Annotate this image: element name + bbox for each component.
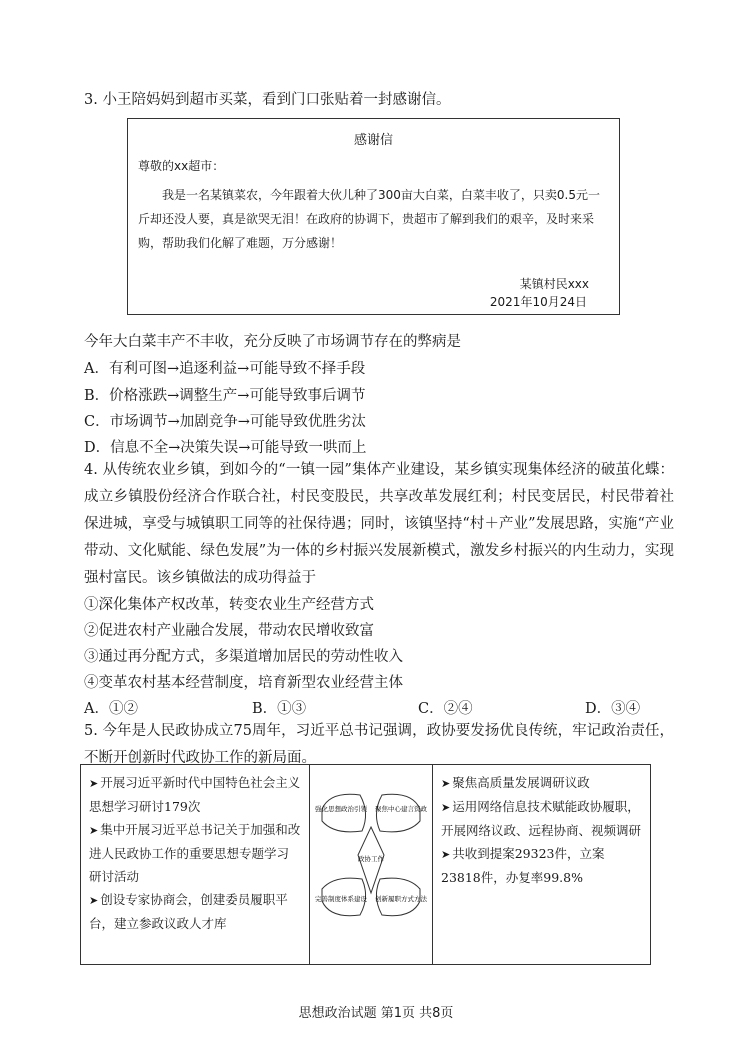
letter-title: 感谢信 bbox=[353, 133, 393, 148]
thank-you-letter bbox=[127, 118, 620, 315]
q4-option-d: D．③④ bbox=[585, 701, 641, 717]
q4-statement-2: ②促进农村产业融合发展，带动农民增收致富 bbox=[84, 623, 374, 639]
petal-label: 完善制度体系建设 bbox=[315, 895, 367, 903]
q5-diagram-cell bbox=[310, 765, 433, 965]
left-item: ➤ 集中开展习近平总书记关于加强和改进人民政协工作的重要思想专题学习研讨活动 bbox=[89, 822, 301, 884]
arrow-icon: ➤ bbox=[89, 894, 99, 907]
q3-question: 今年大白菜丰产不丰收，充分反映了市场调节存在的弊病是 bbox=[84, 334, 461, 350]
page-footer: 思想政治试题 第1页 共8页 bbox=[298, 1006, 454, 1021]
q4-stem: 4. 从传统农业乡镇，到如今的“一镇一园”集体产业建设，某乡镇实现集体经济的破茧化蝶：成立乡镇股份经济合作联合社，村民变股民，共享改革发展红利；村民变居民，村民带着社保进城，享受与城镇职工同等的社保待遇；同时，该镇坚持“村＋产业”发展思路，实施“产业带动、文化赋能、绿色发展”为一体的乡村振兴发展新模式，激发乡村振兴的内生动力，实现强村富民。该乡镇做法的成功得益于 bbox=[84, 462, 674, 586]
q4-option-b: B．①③ bbox=[252, 701, 307, 717]
center-label: 政协工作 bbox=[358, 855, 384, 863]
petal-top-right bbox=[376, 794, 420, 832]
q4-option-c: C．②④ bbox=[418, 701, 473, 717]
petal-label: 聚焦中心建言资政 bbox=[375, 805, 427, 813]
q3-stem: 3. 小王陪妈妈到超市买菜，看到门口张贴着一封感谢信。 bbox=[84, 92, 451, 108]
arrow-icon: ➤ bbox=[441, 848, 451, 861]
q3-option-d: D．信息不全→决策失误→可能导致一哄而上 bbox=[84, 440, 367, 456]
q5-left-cell bbox=[81, 765, 310, 965]
q4-statement-1: ①深化集体产权改革，转变农业生产经营方式 bbox=[84, 597, 374, 613]
q5-stem: 5. 今年是人民政协成立75周年，习近平总书记强调，政协要发扬优良传统，牢记政治责任，不断开创新时代政协工作的新局面。 bbox=[84, 723, 674, 766]
q4-statement-3: ③通过再分配方式，多渠道增加居民的劳动性收入 bbox=[84, 649, 403, 665]
arrow-icon: ➤ bbox=[441, 801, 451, 814]
petal-top-left bbox=[322, 794, 366, 832]
arrow-icon: ➤ bbox=[89, 824, 99, 837]
arrow-icon: ➤ bbox=[441, 777, 451, 790]
q3-option-a: A．有利可图→追逐利益→可能导致不择手段 bbox=[84, 361, 366, 377]
right-item: ➤ 聚焦高质量发展调研议政 bbox=[441, 775, 590, 790]
q3-option-c: C．市场调节→加剧竞争→可能导致优胜劣汰 bbox=[84, 414, 366, 430]
letter-body: 我是一名某镇菜农，今年跟着大伙儿种了300亩大白菜，白菜丰收了，只卖0.5元一斤却还没人要，真是欲哭无泪！在政府的协调下，贵超市了解到我们的艰辛，及时来采购，帮助我们化解了难题，万分感谢！ bbox=[138, 188, 600, 250]
left-item: ➤ 开展习近平新时代中国特色社会主义思想学习研讨179次 bbox=[89, 775, 301, 814]
arrow-icon: ➤ bbox=[89, 777, 99, 790]
q4-option-a: A．①② bbox=[84, 701, 138, 717]
petal-label: 创新履职方式方法 bbox=[375, 895, 427, 903]
q5-right-cell bbox=[433, 765, 651, 965]
right-item: ➤ 共收到提案29323件，立案23818件，办复率99.8% bbox=[441, 846, 605, 885]
q4-statement-4: ④变革农村基本经营制度，培育新型农业经营主体 bbox=[84, 675, 403, 691]
q3-option-b: B．价格涨跌→调整生产→可能导致事后调节 bbox=[84, 388, 366, 404]
right-item: ➤ 运用网络信息技术赋能政协履职，开展网络议政、远程协商、视频调研 bbox=[441, 799, 642, 838]
letter-greeting: 尊敬的xx超市： bbox=[138, 159, 225, 173]
q5-material-table bbox=[80, 764, 651, 965]
left-item: ➤ 创设专家协商会，创建委员履职平台，建立参政议政人才库 bbox=[89, 892, 288, 931]
petal-diagram bbox=[310, 765, 432, 961]
petal-label: 强化思想政治引领 bbox=[315, 805, 367, 813]
letter-date: 2021年10月24日 bbox=[489, 295, 587, 309]
letter-signature: 某镇村民xxx bbox=[519, 277, 589, 291]
